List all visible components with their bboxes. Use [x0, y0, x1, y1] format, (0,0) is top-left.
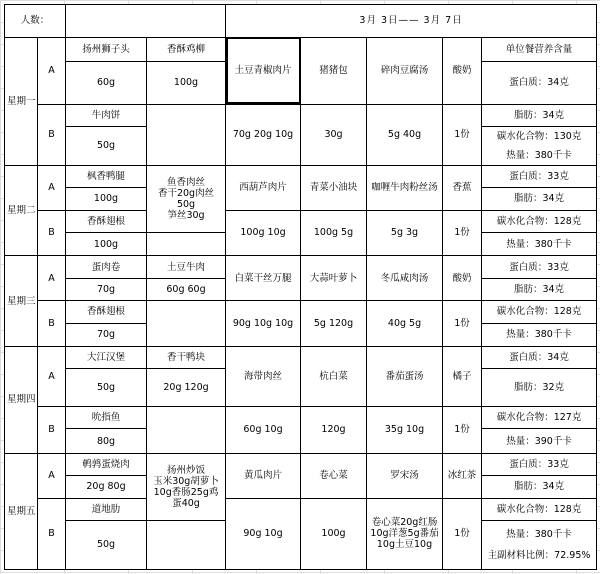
dish-cell[interactable]	[147, 232, 226, 255]
dish-weight[interactable]: 90g 10g	[226, 498, 301, 569]
nutrition-fat[interactable]: 脂肪：34克	[482, 188, 597, 210]
dish-weight[interactable]: 1份	[443, 498, 482, 569]
dish-name[interactable]: 扬州狮子头	[66, 37, 147, 61]
nutrition-carbs: 碳水化合物：130克	[496, 130, 582, 142]
dish-name[interactable]: 香酥鸡柳	[147, 37, 226, 61]
dish-name[interactable]: 咖喱牛肉粉丝汤	[367, 165, 443, 210]
dish-name[interactable]: 海带肉丝	[226, 346, 301, 406]
dish-weight[interactable]: 60g 10g	[226, 407, 301, 454]
dish-name[interactable]: 白菜干丝万腿	[226, 256, 301, 301]
day-row	[5, 165, 597, 187]
dish-weight[interactable]: 1份	[443, 301, 482, 347]
nutrition-protein[interactable]: 蛋白质：33克	[482, 256, 597, 278]
day-row	[5, 104, 597, 126]
dish-name[interactable]: 冬瓜咸肉汤	[367, 256, 443, 301]
dish-weight[interactable]: 100g	[147, 61, 226, 104]
nutrition-protein[interactable]: 蛋白质：33克	[482, 165, 597, 187]
dish-name[interactable]: 吮指鱼	[66, 407, 147, 429]
nutrition-fat[interactable]: 脂肪：34克	[482, 476, 597, 498]
nutrition-protein[interactable]: 蛋白质：34克	[482, 346, 597, 368]
dish-weight[interactable]: 100g	[66, 232, 147, 255]
dish-name: 鱼香肉丝	[167, 176, 206, 188]
weekly-menu-table	[4, 4, 597, 570]
dish-ingredient: 10g洋葱5g番茄	[370, 528, 439, 540]
dish-ingredient: 笋丝30g	[167, 209, 205, 221]
dish-cell[interactable]	[367, 498, 443, 569]
dish-name[interactable]: 大江汉堡	[66, 346, 147, 368]
headcount-label[interactable]: 人数：	[5, 5, 66, 38]
header-row	[5, 5, 597, 38]
option-a-label[interactable]: A	[38, 256, 66, 301]
date-range[interactable]: 3月 3日—— 3月 7日	[226, 5, 597, 38]
dish-name[interactable]: 碎肉豆腐汤	[367, 37, 443, 104]
dish-cell[interactable]	[147, 453, 226, 520]
dish-weight[interactable]: 20g 120g	[147, 369, 226, 407]
day-row	[5, 210, 597, 232]
dish-weight[interactable]: 100g	[301, 498, 367, 569]
day-label[interactable]: 星期三	[5, 256, 38, 347]
option-a-label[interactable]: A	[38, 453, 66, 498]
dish-cell[interactable]	[147, 165, 226, 232]
day-label[interactable]: 星期四	[5, 346, 38, 453]
dish-weight[interactable]: 70g	[66, 323, 147, 346]
option-a-label[interactable]: A	[38, 165, 66, 210]
dish-ingredient: 蛋40g	[172, 497, 200, 509]
dish-weight[interactable]: 30g	[301, 104, 367, 165]
dish-name[interactable]: 蛋肉卷	[66, 256, 147, 278]
dish-ingredient: 卷心菜20g红肠	[371, 517, 438, 529]
dish-weight[interactable]: 80g	[66, 429, 147, 453]
dish-name: 扬州炒饭	[167, 464, 206, 476]
nutrition-carbs[interactable]: 碳水化合物：128克	[482, 210, 597, 232]
dish-name[interactable]: 猪猪包	[301, 37, 367, 104]
nutrition-fat[interactable]: 脂肪：34克	[482, 278, 597, 300]
dish-name[interactable]: 黄瓜肉片	[226, 453, 301, 498]
nutrition-calories[interactable]	[482, 127, 597, 166]
dish-weight[interactable]: 50g	[66, 520, 147, 569]
dish-name[interactable]: 道地肋	[66, 498, 147, 520]
dish-weight[interactable]: 100g 5g	[301, 210, 367, 256]
dish-name[interactable]: 青菜小油块	[301, 165, 367, 210]
dish-name[interactable]: 杭白菜	[301, 346, 367, 406]
option-b-label[interactable]: B	[38, 407, 66, 454]
dish-cell[interactable]	[147, 301, 226, 347]
dish-weight[interactable]: 90g 10g 10g	[226, 301, 301, 347]
dish-cell[interactable]	[147, 407, 226, 454]
day-row	[5, 453, 597, 475]
dish-weight[interactable]: 70g	[66, 278, 147, 300]
dish-name[interactable]: 罗宋汤	[367, 453, 443, 498]
dish-ingredient: 玉米30g胡萝卜	[153, 475, 219, 487]
nutrition-energy[interactable]: 热量：380千卡	[482, 232, 597, 255]
dish-name[interactable]: 牛肉饼	[66, 104, 147, 126]
dish-weight[interactable]: 60g	[66, 61, 147, 104]
day-row	[5, 346, 597, 368]
dish-name[interactable]: 土豆牛肉	[147, 256, 226, 278]
dish-weight[interactable]: 1份	[443, 104, 482, 165]
dish-ingredient: 50g	[176, 198, 196, 210]
dish-weight[interactable]: 50g	[66, 369, 147, 407]
day-row	[5, 301, 597, 323]
dish-weight[interactable]: 1份	[443, 210, 482, 256]
dish-ingredient: 香干20g肉丝	[157, 187, 215, 199]
nutrition-fat[interactable]: 脂肪：34克	[482, 104, 597, 126]
dish-weight[interactable]: 60g 60g	[147, 278, 226, 300]
day-row	[5, 256, 597, 278]
dish-weight[interactable]: 5g 40g	[367, 104, 443, 165]
dish-name[interactable]: 枫香鸭腿	[66, 165, 147, 187]
dish-name[interactable]: 橘子	[443, 346, 482, 406]
nutrition-energy[interactable]: 热量：390千卡	[482, 429, 597, 453]
dish-name[interactable]: 香酥翅根	[66, 301, 147, 323]
nutrition-carbs[interactable]: 碳水化合物：128克	[482, 498, 597, 520]
dish-cell[interactable]	[147, 104, 226, 165]
dish-name[interactable]: 香酥翅根	[66, 210, 147, 232]
option-a-label[interactable]: A	[38, 346, 66, 406]
day-row	[5, 407, 597, 429]
dish-weight[interactable]: 35g 10g	[367, 407, 443, 454]
day-label[interactable]: 星期一	[5, 37, 38, 165]
nutrition-summary[interactable]	[482, 520, 597, 569]
dish-weight[interactable]: 20g 80g	[66, 476, 147, 498]
dish-name[interactable]: 冰红茶	[443, 453, 482, 498]
dish-weight[interactable]: 5g 120g	[301, 301, 367, 347]
dish-ingredient: 10g土豆10g	[376, 539, 433, 551]
dish-name[interactable]: 卷心菜	[301, 453, 367, 498]
dish-name[interactable]: 酸奶	[443, 37, 482, 104]
option-b-label[interactable]: B	[38, 210, 66, 256]
nutrition-protein[interactable]: 蛋白质：34克	[482, 61, 597, 104]
headcount-value[interactable]	[66, 5, 226, 38]
nutrition-carbs[interactable]: 碳水化合物：127克	[482, 407, 597, 429]
option-a-label[interactable]: A	[38, 37, 66, 104]
dish-weight[interactable]: 5g 3g	[367, 210, 443, 256]
dish-name[interactable]: 西葫芦肉片	[226, 165, 301, 210]
dish-weight[interactable]: 120g	[301, 407, 367, 454]
nutrition-carbs[interactable]: 碳水化合物：128克	[482, 301, 597, 323]
dish-ingredient: 10g香肠25g鸡	[153, 486, 219, 498]
dish-name[interactable]: 鹌鹑蛋烧肉	[66, 453, 147, 475]
nutrition-energy[interactable]: 热量：380千卡	[482, 323, 597, 346]
dish-weight[interactable]: 50g	[66, 127, 147, 166]
nutrition-title[interactable]: 单位餐营养含量	[482, 37, 597, 61]
nutrition-protein[interactable]: 蛋白质：33克	[482, 453, 597, 475]
main-side-ratio: 主副材料比例：72.95%	[487, 549, 591, 561]
option-b-label[interactable]: B	[38, 301, 66, 347]
dish-name[interactable]: 番茄蛋汤	[367, 346, 443, 406]
dish-name[interactable]: 香干鸭块	[147, 346, 226, 368]
dish-name[interactable]: 土豆青椒肉片	[226, 37, 301, 104]
dish-name[interactable]: 香蕉	[443, 165, 482, 210]
dish-name[interactable]: 大蒜叶萝卜	[301, 256, 367, 301]
dish-weight[interactable]: 70g 20g 10g	[226, 104, 301, 165]
dish-cell[interactable]	[147, 520, 226, 569]
day-row	[5, 37, 597, 61]
dish-weight[interactable]: 100g 10g	[226, 210, 301, 256]
option-b-label[interactable]: B	[38, 104, 66, 165]
dish-weight[interactable]: 1份	[443, 407, 482, 454]
dish-weight[interactable]: 40g 5g	[367, 301, 443, 347]
nutrition-energy: 热量：380千卡	[506, 149, 572, 161]
dish-name[interactable]: 酸奶	[443, 256, 482, 301]
day-label[interactable]: 星期五	[5, 453, 38, 569]
nutrition-energy: 热量：380千卡	[506, 528, 572, 540]
day-row	[5, 498, 597, 520]
dish-weight[interactable]: 100g	[66, 188, 147, 210]
option-b-label[interactable]: B	[38, 498, 66, 569]
day-label[interactable]: 星期二	[5, 165, 38, 256]
nutrition-fat[interactable]: 脂肪：32克	[482, 369, 597, 407]
